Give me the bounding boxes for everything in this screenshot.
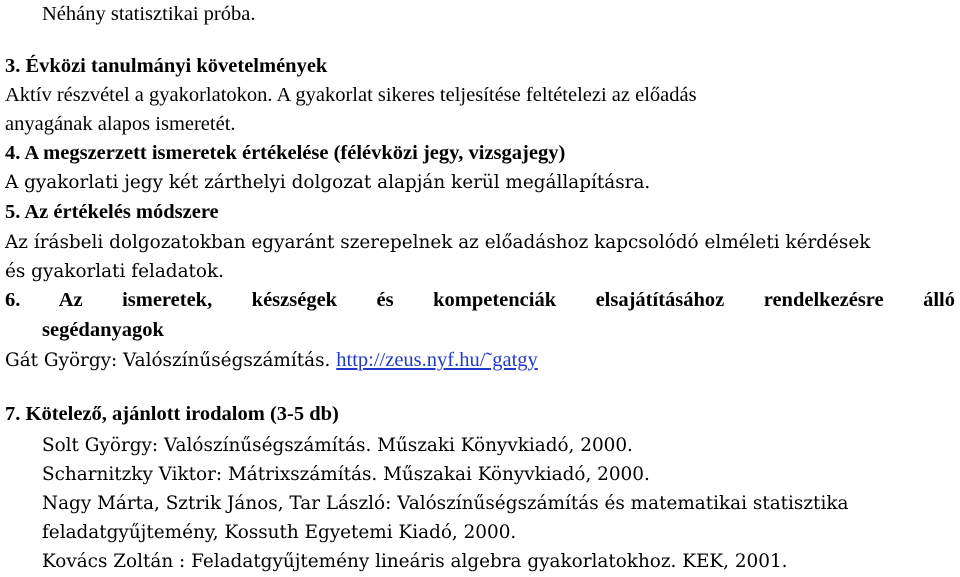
section-6-heading-line-2: segédanyagok [42, 319, 164, 341]
reference-item-continuation: feladatgyűjtemény, Kossuth Egyetemi Kiadó, 2000. [42, 522, 517, 543]
reference-item: Kovács Zoltán : Feladatgyűjtemény lineáris algebra gyakorlatokhoz. KEK, 2001. [42, 551, 788, 572]
section-6-material [5, 346, 538, 375]
reference-item: Scharnitzky Viktor: Mátrixszámítás. Műszakai Könyvkiadó, 2000. [42, 464, 650, 485]
section-5-body-line-1: Az írásbeli dolgozatokban egyaránt szerepelnek az előadáshoz kapcsolódó elméleti kérdések [5, 232, 871, 253]
section-6-heading-line-1: 6. Az ismeretek, készségek és kompetenciák elsajátításához rendelkezésre álló [5, 289, 955, 311]
section-3-body-line-2: anyagának alapos ismeretét. [5, 113, 236, 135]
material-text: Gát György: Valószínűségszámítás. [5, 350, 337, 371]
section-3-heading: 3. Évközi tanulmányi követelmények [5, 55, 328, 77]
section-5-heading: 5. Az értékelés módszere [5, 201, 219, 223]
material-link[interactable]: http://zeus.nyf.hu/˜gatgy [336, 349, 538, 371]
section-4-body-line-1: A gyakorlati jegy két zárthelyi dolgozat alapján kerül megállapításra. [5, 172, 651, 193]
reference-item: Solt György: Valószínűségszámítás. Műszaki Könyvkiadó, 2000. [42, 435, 633, 456]
intro-line: Néhány statisztikai próba. [42, 3, 256, 25]
section-5-body-line-2: és gyakorlati feladatok. [5, 261, 224, 282]
section-4-heading: 4. A megszerzett ismeretek értékelése (félévközi jegy, vizsgajegy) [5, 142, 566, 164]
reference-item: Nagy Márta, Sztrik János, Tar László: Valószínűségszámítás és matematikai statisztika [42, 493, 849, 514]
section-3-body-line-1: Aktív részvétel a gyakorlatokon. A gyakorlat sikeres teljesítése feltételezi az előadás [5, 84, 697, 106]
section-7-heading: 7. Kötelező, ajánlott irodalom (3-5 db) [5, 403, 339, 425]
